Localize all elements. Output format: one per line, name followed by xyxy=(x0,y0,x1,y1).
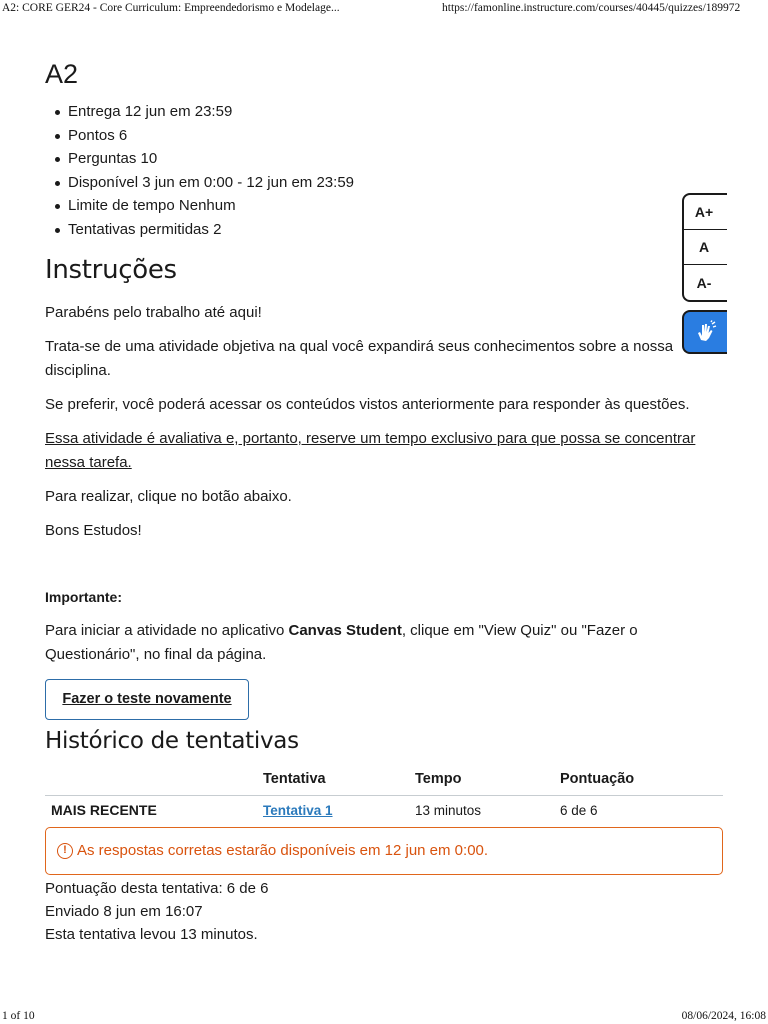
table-row xyxy=(45,795,723,825)
font-normal-button[interactable]: A xyxy=(684,230,727,265)
font-decrease-button[interactable]: A- xyxy=(696,274,712,291)
instructions-paragraph-underlined xyxy=(45,427,723,475)
attempt-history-title: Histórico de tentativas xyxy=(45,728,299,754)
print-page-number: 1 of 10 xyxy=(2,1010,35,1022)
detail-questions: Perguntas 10 xyxy=(45,147,723,171)
font-size-panel xyxy=(682,193,727,302)
instructions-paragraph: Se preferir, você poderá acessar os conteúdos vistos anteriormente para responder às questões. xyxy=(45,396,690,413)
attempt-score-line: Pontuação desta tentativa: 6 de 6 xyxy=(45,880,269,897)
column-header-time: Tempo xyxy=(415,771,560,795)
quiz-title: A2 xyxy=(45,59,79,89)
canvas-text-before: Para iniciar a atividade no aplicativo xyxy=(45,622,289,639)
column-header-attempt: Tentativa xyxy=(263,771,415,795)
detail-attempts-allowed: Tentativas permitidas 2 xyxy=(45,218,723,242)
detail-available: Disponível 3 jun em 0:00 - 12 jun em 23:59 xyxy=(45,171,723,195)
retake-quiz-button[interactable]: Fazer o teste novamente xyxy=(45,679,249,720)
instructions-title: Instruções xyxy=(45,255,177,285)
print-page-url: https://famonline.instructure.com/courses/40445/quizzes/189972 xyxy=(442,2,741,14)
answers-availability-alert xyxy=(45,827,723,875)
font-increase-button[interactable]: A+ xyxy=(684,195,727,230)
attempt-duration-line: Esta tentativa levou 13 minutos. xyxy=(45,926,258,943)
most-recent-label: MAIS RECENTE xyxy=(51,802,157,819)
table-header-row xyxy=(45,771,723,795)
column-header-score: Pontuação xyxy=(560,771,723,795)
print-datetime: 08/06/2024, 16:08 xyxy=(681,1010,766,1022)
print-header xyxy=(0,0,768,18)
detail-due: Entrega 12 jun em 23:59 xyxy=(45,100,723,124)
attempt-summary xyxy=(45,877,723,946)
instructions-paragraph: Bons Estudos! xyxy=(45,522,142,539)
sign-language-hands-icon xyxy=(694,320,718,344)
instructions-paragraph: Para realizar, clique no botão abaixo. xyxy=(45,488,292,505)
attempt-history-table xyxy=(45,771,723,825)
alert-text: As respostas corretas estarão disponíveis em 12 jun em 0:00. xyxy=(77,842,489,859)
quiz-details-list xyxy=(45,100,723,241)
print-footer xyxy=(0,1010,768,1024)
print-page-title: A2: CORE GER24 - Core Curriculum: Empreendedorismo e Modelage... xyxy=(2,2,340,14)
detail-time-limit: Limite de tempo Nenhum xyxy=(45,194,723,218)
instructions-paragraph: Trata-se de uma atividade objetiva na qual você expandirá seus conhecimentos sobre a nossa disciplina. xyxy=(45,338,674,379)
quiz-content xyxy=(45,56,723,946)
warning-icon: ! xyxy=(57,843,73,859)
attempt-link[interactable]: Tentativa 1 xyxy=(263,802,333,818)
attempt-submitted-line: Enviado 8 jun em 16:07 xyxy=(45,903,203,920)
important-label: Importante: xyxy=(45,589,122,605)
underlined-text: Essa atividade é avaliativa e, portanto, reserve um tempo exclusivo para que possa se concentrar nessa tarefa. xyxy=(45,430,696,471)
detail-points: Pontos 6 xyxy=(45,124,723,148)
canvas-student-name: Canvas Student xyxy=(288,622,402,639)
canvas-text-after: , clique em "View Quiz" ou "Fazer o Questionário", no final da página. xyxy=(45,622,638,663)
sign-language-button[interactable] xyxy=(682,310,727,354)
column-header-blank xyxy=(45,771,263,795)
attempt-score: 6 de 6 xyxy=(560,802,598,818)
canvas-app-instructions xyxy=(45,619,723,667)
instructions-paragraph: Parabéns pelo trabalho até aqui! xyxy=(45,304,262,321)
attempt-time: 13 minutos xyxy=(415,802,482,818)
